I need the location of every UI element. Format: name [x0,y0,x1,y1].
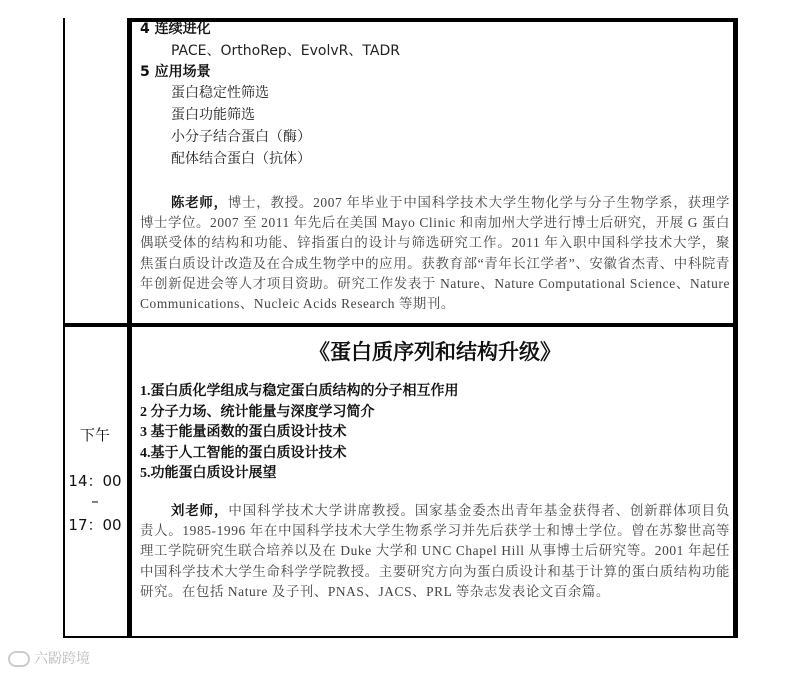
teacher-name-chen: 陈老师， [171,195,228,210]
watermark [8,648,90,668]
section-5-title: 5 应用场景 [140,64,211,80]
table-border-right [733,18,738,638]
teacher-bio-liu-text: 中国科学技术大学讲席教授。国家基金委杰出青年基金获得者、创新群体项目负责人。1985-1996 年在中国科学技术大学生物系学习并先后获学士和博士学位。曾在苏黎世高等理工学院研究生联合培养以及在 Duke 大学和 UNC Chapel Hill 从事博士后研究等。2001 年起任中国科学技术大学生命科学学院教授。主要研究方向为蛋白质设计和基于计算的蛋白质结构功能研究。在包括 Nature 及子刊、PNAS、JACS、PRL 等杂志发表论文百余篇。 [140,502,730,599]
topic-item: 2 分子力场、统计能量与深度学习简介 [140,404,375,420]
section-5-item: 配体结合蛋白（抗体） [171,151,311,167]
session-end-time: 17：00 [68,516,122,534]
row-divider [63,323,738,327]
course-title: 《蛋白质序列和结构升级》 [309,340,561,364]
column-divider [127,18,132,638]
afternoon-content-cell [140,336,730,602]
session-dash: – [91,492,99,510]
topic-item: 1.蛋白质化学组成与稳定蛋白质结构的分子相互作用 [140,384,459,399]
section-5-item: 蛋白功能筛选 [171,107,255,123]
section-4-item: PACE、OrthoRep、EvolvR、TADR [171,43,400,59]
teacher-bio-liu [140,501,730,602]
table-border-bottom [63,636,738,638]
teacher-bio-chen-text: 博士，教授。2007 年毕业于中国科学技术大学生物化学与分子生物学系，获理学博士学位。2007 至 2011 年先后在美国 Mayo Clinic 和南加州大学进行博士后研究，开展 G 蛋白偶联受体的结构和功能、锌指蛋白的设计与筛选研究工作。2011 年入职中国科学技术大学，聚焦蛋白质设计改造及在合成生物学中的应用。获教育部“青年长江学者”、安徽省杰青、中科院青年创新促进会等人才项目资助。研究工作发表于 Nature、Nature Computational Science、Nature Communications、Nucleic Acids Research 等期刊。 [140,195,730,312]
schedule-table [63,18,738,638]
topic-item: 3 基于能量函数的蛋白质设计技术 [140,425,347,441]
topic-item: 4.基于人工智能的蛋白质设计技术 [140,445,347,461]
table-border-left [63,18,65,638]
section-5-item: 小分子结合蛋白（酶） [171,129,311,145]
section-4-title: 4 连续进化 [140,21,211,37]
session-period: 下午 [79,426,110,444]
morning-content-cell [140,20,730,314]
teacher-name-liu: 刘老师， [171,502,229,518]
teacher-bio-chen [140,193,730,314]
session-start-time: 14：00 [68,472,122,490]
topic-item: 5.功能蛋白质设计展望 [140,466,277,482]
section-5-item: 蛋白稳定性筛选 [171,85,269,101]
watermark-text: 六鼢跨境 [34,651,90,667]
topic-list [140,382,730,485]
watermark-logo-icon [8,651,30,667]
